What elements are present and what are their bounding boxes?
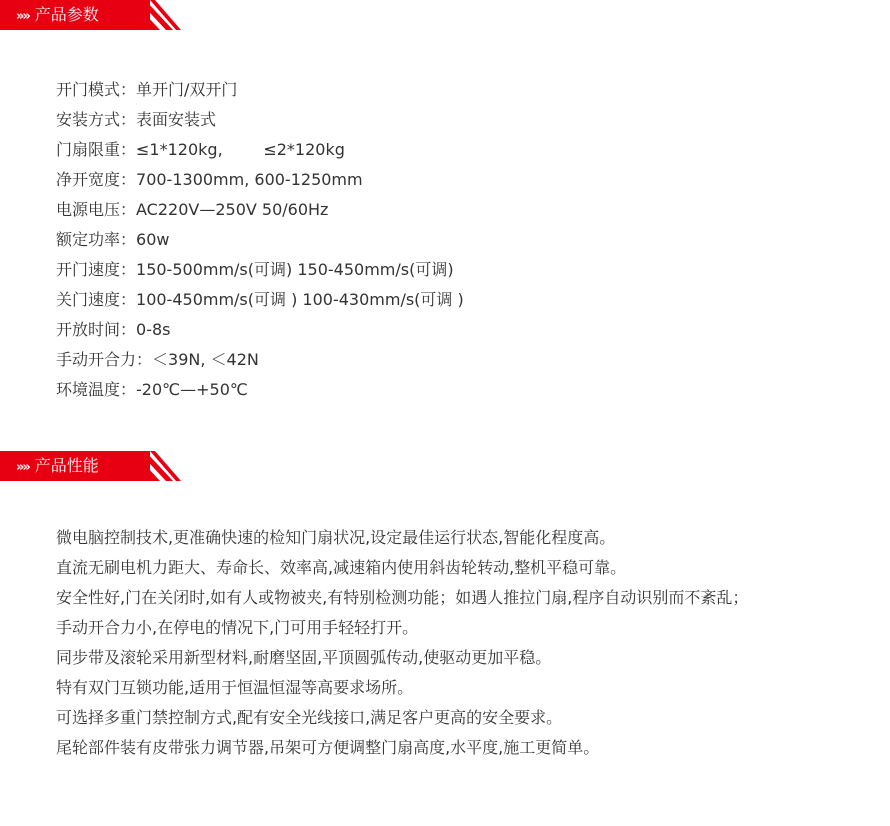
param-row xyxy=(56,225,464,255)
feature-item: 微电脑控制技术,更准确快速的检知门扇状况,设定最佳运行状态,智能化程度高。 xyxy=(56,528,616,547)
param-label: 环境温度： xyxy=(56,380,137,399)
param-row xyxy=(56,345,464,375)
section-title: 产品性能 xyxy=(34,456,99,475)
double-chevron-icon: »» xyxy=(16,9,29,24)
param-label: 开放时间： xyxy=(56,320,137,339)
param-label: 手动开合力： xyxy=(56,350,153,369)
param-value: ≤1*120kg, ≤2*120kg xyxy=(136,140,345,159)
param-value: 0-8s xyxy=(136,320,171,339)
param-label: 关门速度： xyxy=(56,290,137,309)
section-header-features xyxy=(0,451,890,481)
param-label: 开门模式： xyxy=(56,80,137,99)
section-header-params xyxy=(0,0,890,30)
param-row xyxy=(56,135,464,165)
param-row xyxy=(56,195,464,225)
feature-item: 直流无刷电机力距大、寿命长、效率高,减速箱内使用斜齿轮转动,整机平稳可靠。 xyxy=(56,558,627,577)
feature-item: 同步带及滚轮采用新型材料,耐磨坚固,平顶圆弧传动,使驱动更加平稳。 xyxy=(56,648,552,667)
param-value: AC220V—250V 50/60Hz xyxy=(136,200,329,219)
param-label: 额定功率： xyxy=(56,230,137,249)
param-value: 表面安装式 xyxy=(136,110,217,129)
params-list xyxy=(56,75,464,405)
param-value: ＜39N, ＜42N xyxy=(152,350,259,369)
stripes-decoration xyxy=(118,0,182,30)
stripes-decoration xyxy=(118,451,182,481)
feature-item: 安全性好,门在关闭时,如有人或物被夹,有特别检测功能；如遇人推拉门扇,程序自动识别而不紊乱； xyxy=(56,588,749,607)
param-value: 60w xyxy=(136,230,170,249)
param-value: -20℃—+50℃ xyxy=(136,380,248,399)
param-row xyxy=(56,105,464,135)
param-value: 100-450mm/s(可调 ) 100-430mm/s(可调 ) xyxy=(136,290,464,309)
param-value: 单开门/双开门 xyxy=(136,80,238,99)
param-label: 安装方式： xyxy=(56,110,137,129)
feature-item: 尾轮部件装有皮带张力调节器,吊架可方便调整门扇高度,水平度,施工更简单。 xyxy=(56,738,600,757)
param-value: 150-500mm/s(可调) 150-450mm/s(可调) xyxy=(136,260,454,279)
param-value: 700-1300mm, 600-1250mm xyxy=(136,170,363,189)
param-label: 电源电压： xyxy=(56,200,137,219)
param-label: 门扇限重： xyxy=(56,140,137,159)
feature-item: 手动开合力小,在停电的情况下,门可用手轻轻打开。 xyxy=(56,618,419,637)
param-row xyxy=(56,165,464,195)
double-chevron-icon: »» xyxy=(16,460,29,475)
feature-item: 可选择多重门禁控制方式,配有安全光线接口,满足客户更高的安全要求。 xyxy=(56,708,563,727)
param-row xyxy=(56,375,464,405)
features-list xyxy=(56,523,748,763)
section-title: 产品参数 xyxy=(34,5,99,24)
feature-item: 特有双门互锁功能,适用于恒温恒湿等高要求场所。 xyxy=(56,678,414,697)
param-label: 净开宽度： xyxy=(56,170,137,189)
param-row xyxy=(56,255,464,285)
param-row xyxy=(56,75,464,105)
param-label: 开门速度： xyxy=(56,260,137,279)
param-row xyxy=(56,315,464,345)
param-row xyxy=(56,285,464,315)
